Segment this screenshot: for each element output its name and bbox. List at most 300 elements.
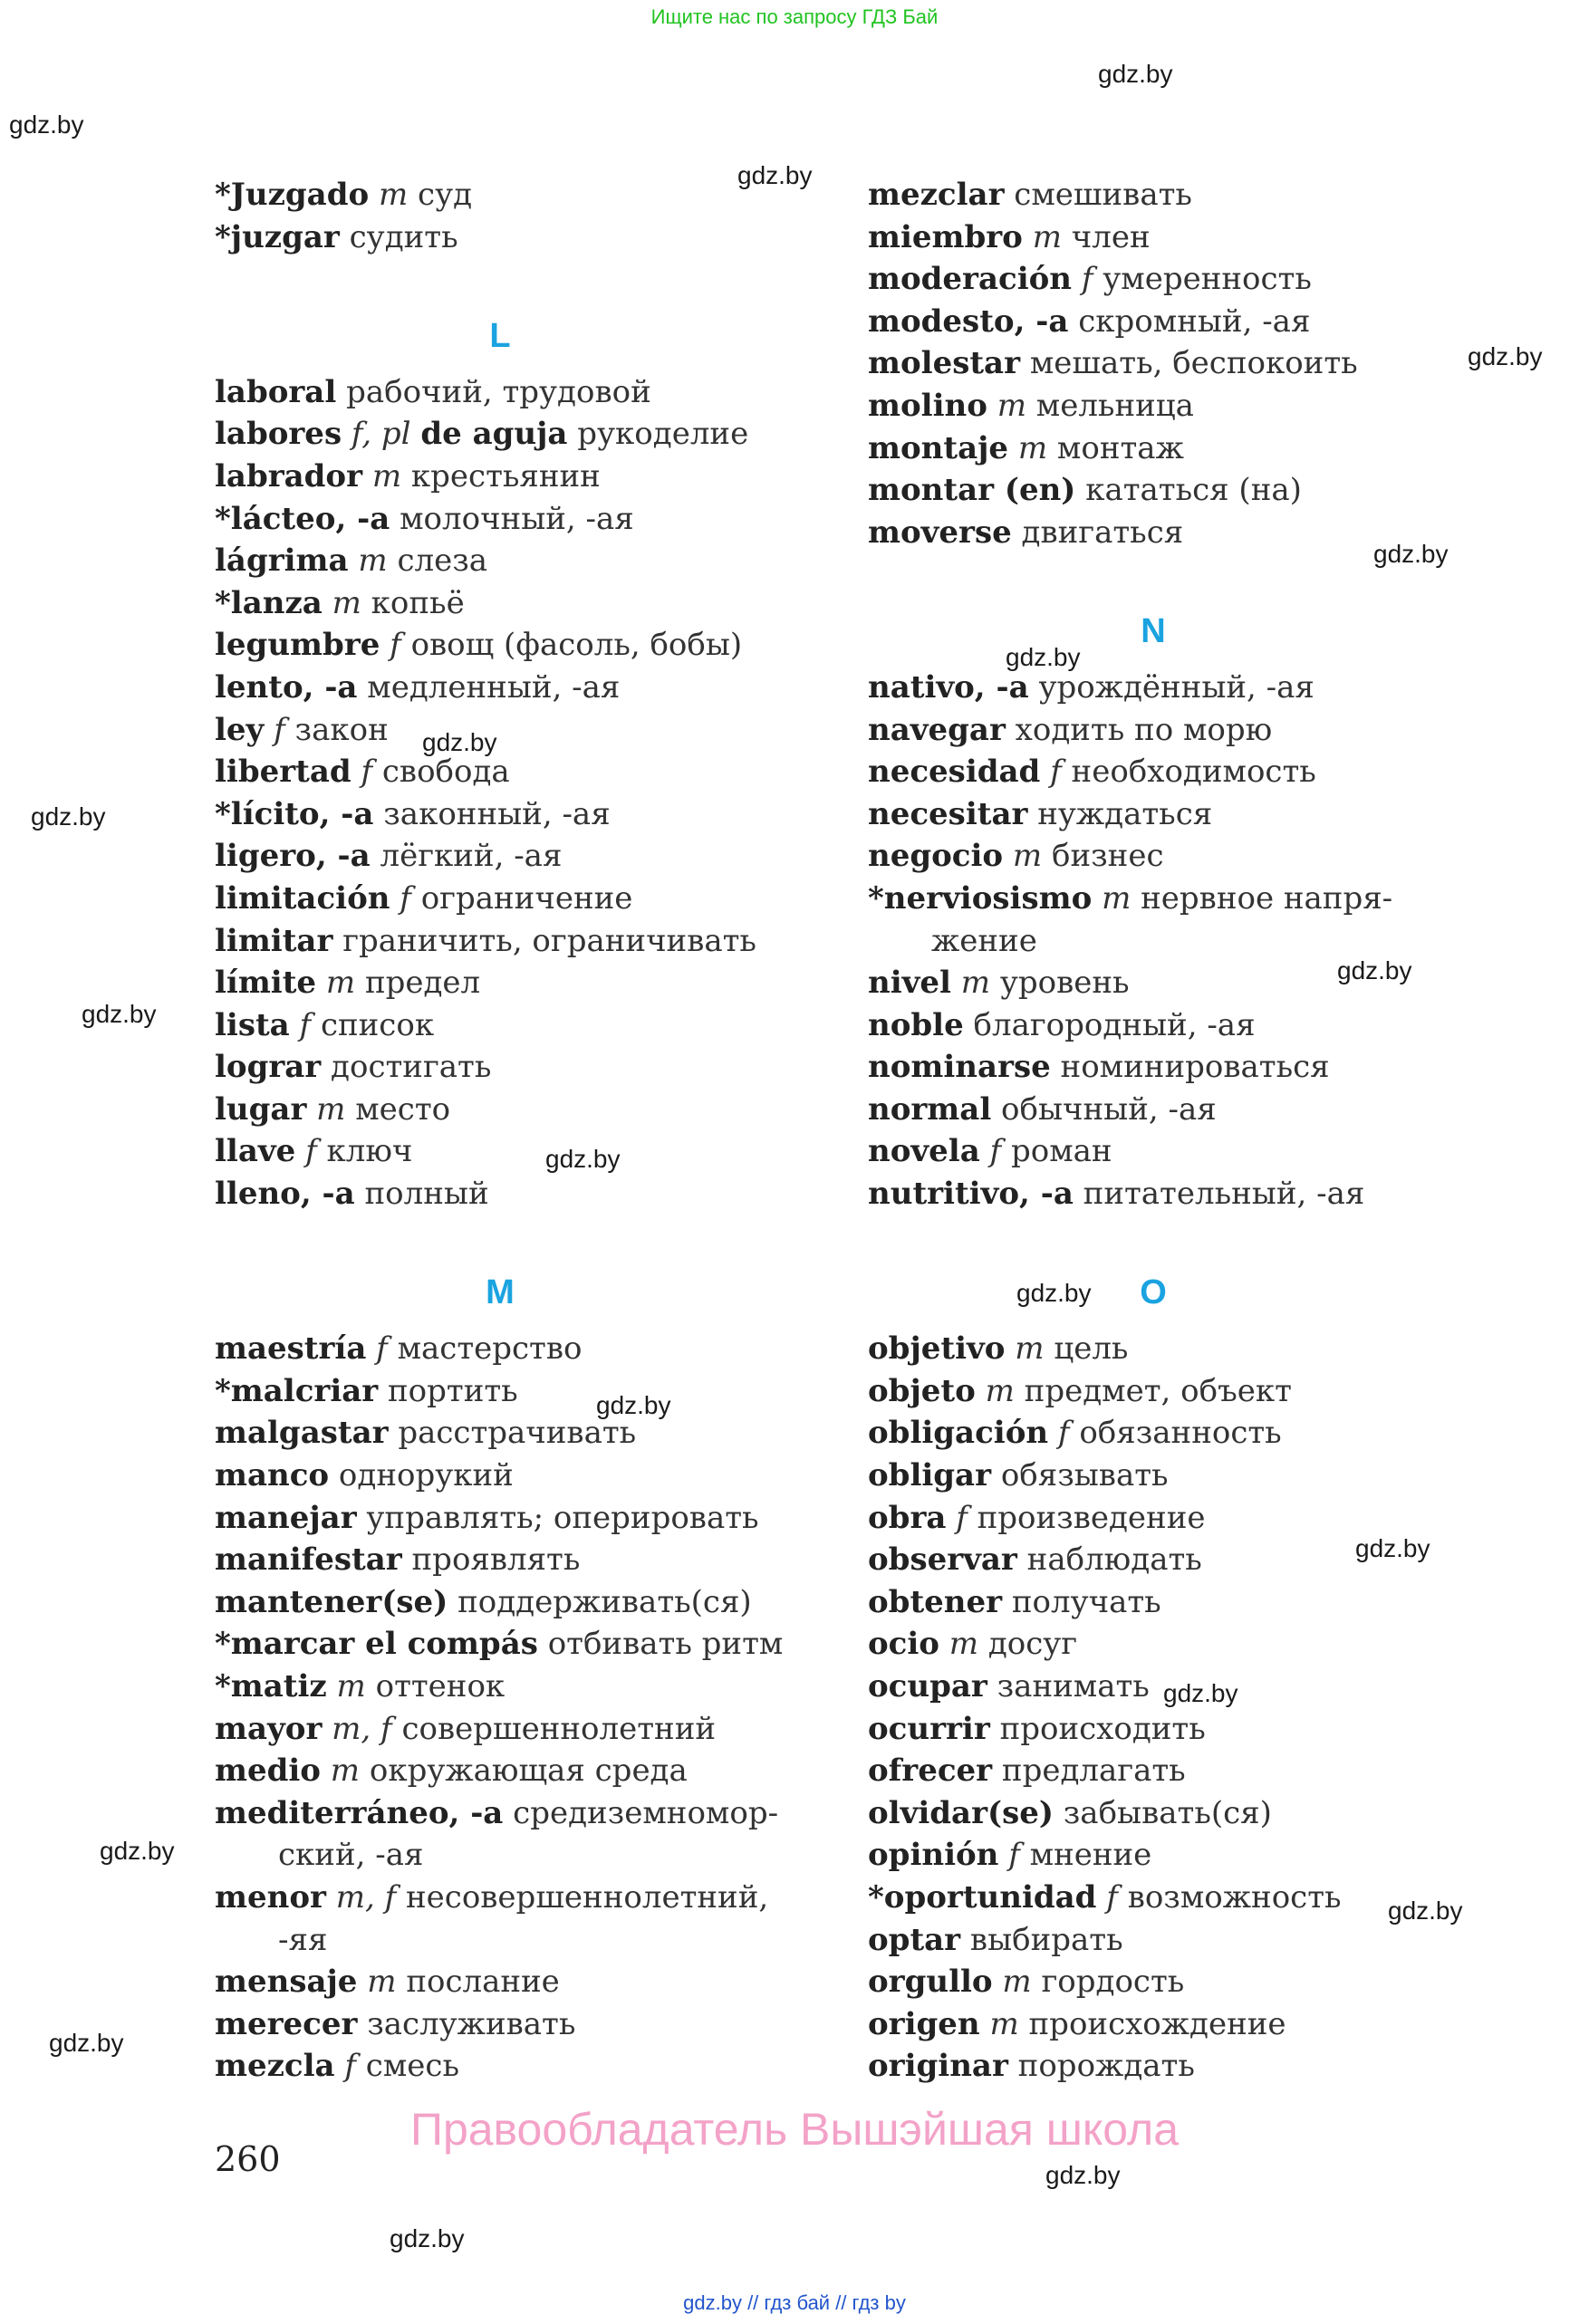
headword: mayor [215,1710,323,1747]
dictionary-entry [868,1623,1466,1666]
dictionary-entry [215,2045,813,2088]
dictionary-entry [215,371,813,414]
translation: уровень [999,965,1130,1002]
headword: *lanza [215,584,323,621]
headword: montar (en) [868,472,1076,509]
translation: нуждаться [1037,795,1213,832]
watermark: gdz.by [1006,643,1081,671]
translation: смешивать [1014,177,1192,213]
translation: граничить, ограничивать [342,922,756,959]
dictionary-entry [215,1666,813,1708]
watermark: gdz.by [390,2224,465,2252]
grammar-tag: m [985,1372,1015,1409]
translation: слеза [397,543,488,580]
dictionary-entry [868,1961,1466,2003]
headword: *Juzgado [215,177,370,213]
translation: портить [388,1372,518,1409]
dictionary-entry [868,1539,1466,1581]
headword: menor [215,1878,326,1916]
translation-continuation: -яя [278,1921,328,1958]
headword: montaje [868,429,1009,466]
headword: molestar [868,345,1020,382]
headword: lento, -a [215,668,358,706]
translation: обычный, -ая [1001,1090,1217,1128]
grammar-tag: m [367,1964,397,2001]
translation: овощ (фасоль, бобы) [410,627,743,664]
headword: normal [868,1090,992,1128]
dictionary-entry [868,342,1466,385]
grammar-tag: f [376,1330,388,1368]
dictionary-entry [868,1130,1466,1173]
headword: objeto [868,1372,976,1409]
headword: *juzgar [215,218,340,255]
dictionary-entry [868,1581,1466,1624]
dictionary-entry [215,1792,813,1877]
headword: miembro [868,218,1023,255]
section-spacer [215,1215,813,1258]
translation: мнение [1029,1837,1152,1874]
dictionary-entry [868,1497,1466,1540]
headword: moderación [868,261,1073,298]
headword: obligar [868,1457,991,1494]
dictionary-entry [868,1173,1466,1215]
watermark: gdz.by [1337,956,1412,984]
headword: *marcar el compás [215,1626,538,1663]
headword: limitación [215,879,390,917]
translation: возможность [1127,1878,1342,1916]
dictionary-entry [868,1455,1466,1497]
watermark: gdz.by [1016,1279,1092,1307]
footer-links: gdz.by // гдз бай // гдз by [683,2291,906,2314]
translation: нервное напря- [1141,879,1393,917]
translation: полный [364,1176,489,1213]
dictionary-entry [215,624,813,667]
translation: скромный, -ая [1078,303,1311,340]
headword: noble [868,1006,964,1043]
translation: благородный, -ая [973,1006,1256,1043]
headword: opinión [868,1837,999,1874]
headword: limitar [215,922,333,959]
grammar-tag: m [332,584,361,621]
translation: досуг [987,1626,1078,1663]
headword: nominarse [868,1049,1051,1086]
dictionary-entry [868,1666,1466,1708]
dictionary-entry [868,174,1466,216]
dictionary-entry [215,1328,813,1370]
dictionary-entry [868,1046,1466,1089]
headword: laboral [215,373,337,410]
translation: ключ [326,1133,413,1170]
headword: lograr [215,1049,322,1086]
headword: objetivo [868,1330,1006,1368]
dictionary-entry [868,1834,1466,1877]
grammar-tag: f [305,1133,317,1170]
grammar-tag: m, f [332,1710,392,1747]
translation: поддерживать(ся) [457,1583,752,1620]
dictionary-entry [215,1173,813,1215]
dictionary-entry [215,540,813,582]
dictionary-entry [215,1130,813,1173]
headword: modesto, -a [868,303,1069,340]
translation: гордость [1041,1964,1185,2001]
headword: lista [215,1006,290,1043]
grammar-tag: f [400,879,411,917]
dictionary-entry [215,1004,813,1047]
translation: средиземномор- [513,1794,779,1831]
translation: суд [418,177,473,213]
grammar-tag: f [1057,1415,1070,1452]
grammar-tag: m [1015,1330,1045,1368]
grammar-tag: f [1050,754,1062,791]
headword: lugar [215,1090,307,1128]
dictionary-column-right [868,174,1466,2088]
grammar-tag: f [1081,261,1093,298]
headword: obra [868,1499,947,1536]
headword: maestría [215,1330,367,1368]
dictionary-entry [868,793,1466,836]
dictionary-entry [215,1089,813,1131]
translation: кататься (на) [1085,472,1302,509]
translation: рукоделие [577,416,749,453]
translation: рабочий, трудовой [346,373,651,410]
dictionary-entry [215,1750,813,1792]
grammar-tag: m [336,1668,366,1705]
dictionary-entry [215,1961,813,2003]
watermark: gdz.by [1468,342,1543,370]
grammar-tag: f [956,1499,968,1536]
headword: obligación [868,1415,1049,1452]
translation: питательный, -ая [1083,1176,1365,1213]
section-letter: M [486,1273,515,1312]
translation: необходимость [1071,754,1316,791]
dictionary-entry [215,751,813,793]
translation: бизнес [1051,838,1164,875]
dictionary-entry [215,1877,813,1961]
translation: урождённый, -ая [1038,668,1315,706]
translation: двигаться [1021,514,1184,551]
watermark: gdz.by [1163,1679,1238,1707]
dictionary-entry [215,582,813,625]
grammar-tag: m [989,2005,1019,2042]
translation: несовершеннолетний, [406,1878,769,1916]
dictionary-entry [868,1792,1466,1835]
headword: originar [868,2048,1008,2085]
headword: ocurrir [868,1710,990,1747]
grammar-tag: m, f [335,1878,397,1916]
grammar-tag: m [1002,1964,1032,2001]
dictionary-entry [868,1328,1466,1370]
dictionary-entry [215,174,813,216]
dictionary-entry [868,469,1466,512]
headword: *lícito, -a [215,795,374,832]
watermark: gdz.by [1388,1897,1463,1925]
headword: *lácteo, -a [215,500,390,537]
translation: происходить [999,1710,1206,1747]
grammar-tag: m [1032,218,1062,255]
translation: медленный, -ая [367,668,621,706]
translation: наблюдать [1026,1541,1202,1579]
dictionary-column-left [215,174,813,2088]
headword: necesidad [868,754,1041,791]
dictionary-entry [868,962,1466,1004]
translation: управлять; оперировать [366,1499,759,1536]
translation: предел [364,965,481,1002]
headword: moverse [868,514,1012,551]
translation: крестьянин [410,457,601,495]
page-number: 260 [215,2139,281,2179]
translation: мельница [1035,387,1194,424]
dictionary-entry [215,793,813,836]
watermark: gdz.by [100,1837,175,1865]
translation: достигать [331,1049,492,1086]
grammar-tag: m [1017,429,1048,466]
translation: цель [1054,1330,1129,1368]
dictionary-entry [215,1623,813,1666]
headword: ligero, -a [215,838,371,875]
headword: manco [215,1457,330,1494]
translation: номинироваться [1060,1049,1330,1086]
grammar-tag: m [325,965,356,1002]
headword: nativo, -a [868,668,1029,706]
translation: произведение [977,1499,1206,1536]
dictionary-entry [215,1497,813,1540]
watermark: gdz.by [1355,1534,1430,1562]
headword: ocupar [868,1668,987,1705]
translation: член [1071,218,1151,255]
headword: libertad [215,754,352,791]
grammar-tag: f [1106,1878,1118,1916]
headword: manifestar [215,1541,402,1579]
headword: nivel [868,965,951,1002]
headword: mezcla [215,2048,335,2085]
headword: ley [215,711,265,748]
headword: mensaje [215,1964,358,2001]
dictionary-entry [215,709,813,752]
headword: olvidar(se) [868,1794,1054,1831]
grammar-tag: m [358,543,388,580]
translation: законный, -ая [383,795,611,832]
grammar-tag: m [371,457,402,495]
dictionary-entry [215,1581,813,1624]
section-letter: O [1140,1273,1167,1312]
dictionary-entry [868,2003,1466,2046]
translation: проявлять [411,1541,581,1579]
watermark: gdz.by [1098,60,1173,88]
headword: malgastar [215,1415,389,1452]
headword: ofrecer [868,1753,993,1790]
headword: lágrima [215,543,349,580]
translation: монтаж [1056,429,1184,466]
translation: происхождение [1028,2005,1286,2042]
translation: однорукий [338,1457,514,1494]
dictionary-entry [215,2003,813,2046]
dictionary-entry [215,1370,813,1413]
headword: optar [868,1921,961,1958]
grammar-tag: f [1008,1837,1020,1874]
section-spacer [868,1215,1466,1258]
translation: отбивать ритм [547,1626,784,1663]
translation: место [355,1090,451,1128]
headword: lleno, -a [215,1176,355,1213]
dictionary-entry [215,1412,813,1455]
dictionary-entry [868,2045,1466,2088]
dictionary-entry [868,427,1466,470]
watermark: gdz.by [1373,540,1449,568]
headword: negocio [868,838,1004,875]
translation: список [320,1006,435,1043]
dictionary-entry [868,512,1466,554]
translation: послание [406,1964,560,2001]
grammar-tag: f [390,627,401,664]
dictionary-entry [868,1919,1466,1962]
dictionary-entry [868,667,1466,709]
headword: *oportunidad [868,1878,1097,1916]
grammar-tag: f [989,1133,1002,1170]
headword: observar [868,1541,1017,1579]
dictionary-entry [868,1089,1466,1131]
translation: расстрачивать [398,1415,637,1452]
watermark: gdz.by [82,1000,157,1028]
dictionary-entry [868,878,1466,962]
watermark: gdz.by [737,161,813,189]
dictionary-entry [868,216,1466,259]
translation: оттенок [375,1668,506,1705]
translation: обязывать [1000,1457,1169,1494]
translation: предмет, объект [1024,1372,1292,1409]
dictionary-entry [868,385,1466,427]
translation: совершеннолетний [401,1710,717,1747]
grammar-tag: m [1102,879,1132,917]
translation: судить [349,218,458,255]
grammar-tag: f, pl [351,416,411,453]
translation: получать [1011,1583,1161,1620]
translation: окружающая среда [369,1753,688,1790]
dictionary-entry [215,1046,813,1089]
dictionary-entry [868,1370,1466,1413]
headword: ocio [868,1626,939,1663]
section-spacer [868,553,1466,596]
watermark: gdz.by [545,1145,621,1173]
headword: navegar [868,711,1006,748]
grammar-tag: m [330,1753,361,1790]
dictionary-entry [215,962,813,1004]
watermark: gdz.by [422,728,497,756]
dictionary-entry [215,1539,813,1581]
translation: умеренность [1103,261,1312,298]
headword: manejar [215,1499,357,1536]
headword: labores [215,416,342,453]
translation: предлагать [1001,1753,1186,1790]
dictionary-entry [868,1004,1466,1047]
dictionary-entry [868,751,1466,793]
section-letter: L [489,316,511,355]
headword: llave [215,1133,296,1170]
grammar-tag: m [949,1626,979,1663]
grammar-tag: m [378,177,409,213]
translation: копьё [371,584,465,621]
dictionary-entry [868,1708,1466,1751]
dictionary-entry [868,1877,1466,1919]
dictionary-entry [215,498,813,541]
headword: *matiz [215,1668,327,1705]
grammar-tag: f [274,711,285,748]
dictionary-entry [215,920,813,963]
grammar-tag: f [361,754,373,791]
watermark: gdz.by [49,2029,124,2057]
dictionary-entry [868,258,1466,301]
dictionary-entry [215,878,813,920]
dictionary-entry [215,1708,813,1751]
grammar-tag: f [299,1006,312,1043]
dictionary-entry [868,1750,1466,1792]
translation: выбирать [969,1921,1123,1958]
translation: молочный, -ая [400,500,634,537]
headword: nutritivo, -a [868,1176,1074,1213]
translation: роман [1010,1133,1112,1170]
watermark: gdz.by [9,110,84,139]
translation: порождать [1017,2048,1195,2085]
dictionary-entry [215,456,813,498]
headword: molino [868,387,987,424]
headword: obtener [868,1583,1003,1620]
grammar-tag: m [997,387,1026,424]
section-spacer [215,258,813,301]
translation: забывать(ся) [1063,1794,1272,1831]
headword: *nerviosismo [868,879,1093,917]
dictionary-entry [868,835,1466,878]
top-banner: Ищите нас по запросу ГДЗ Бай [650,5,939,28]
translation-continuation: жение [931,922,1037,959]
dictionary-entry [868,301,1466,343]
headword: mezclar [868,177,1005,213]
headword: orgullo [868,1964,993,2001]
dictionary-entry [868,709,1466,752]
copyright-notice: Правообладатель Вышэйшая школа [410,2104,1179,2155]
translation: ходить по морю [1015,711,1273,748]
headword: origen [868,2005,980,2042]
grammar-tag: m [316,1090,346,1128]
watermark: gdz.by [1045,2161,1121,2189]
dictionary-entry [215,835,813,878]
watermark: gdz.by [596,1391,671,1419]
headword: *malcriar [215,1372,379,1409]
dictionary-entry [215,216,813,259]
translation: смесь [365,2048,459,2085]
dictionary-entry [215,1455,813,1497]
grammar-tag: f [344,2048,356,2085]
headword: novela [868,1133,980,1170]
headword: medio [215,1753,321,1790]
translation: обязанность [1079,1415,1282,1452]
watermark: gdz.by [31,802,106,831]
section-letter: N [1141,611,1166,650]
headword: límite [215,965,317,1002]
headword: merecer [215,2005,358,2042]
dictionary-entry [215,413,813,456]
grammar-tag: m [1012,838,1043,875]
translation: лёгкий, -ая [380,838,563,875]
headword: legumbre [215,627,380,664]
translation: свобода [381,754,510,791]
translation: заслуживать [367,2005,576,2042]
translation: закон [294,711,389,748]
translation-continuation: ский, -ая [278,1837,424,1874]
headword: necesitar [868,795,1028,832]
headword: mediterráneo, -a [215,1794,504,1831]
dictionary-entry [868,1412,1466,1455]
translation: мастерство [397,1330,583,1368]
headword-phrase: de aguja [420,416,568,453]
